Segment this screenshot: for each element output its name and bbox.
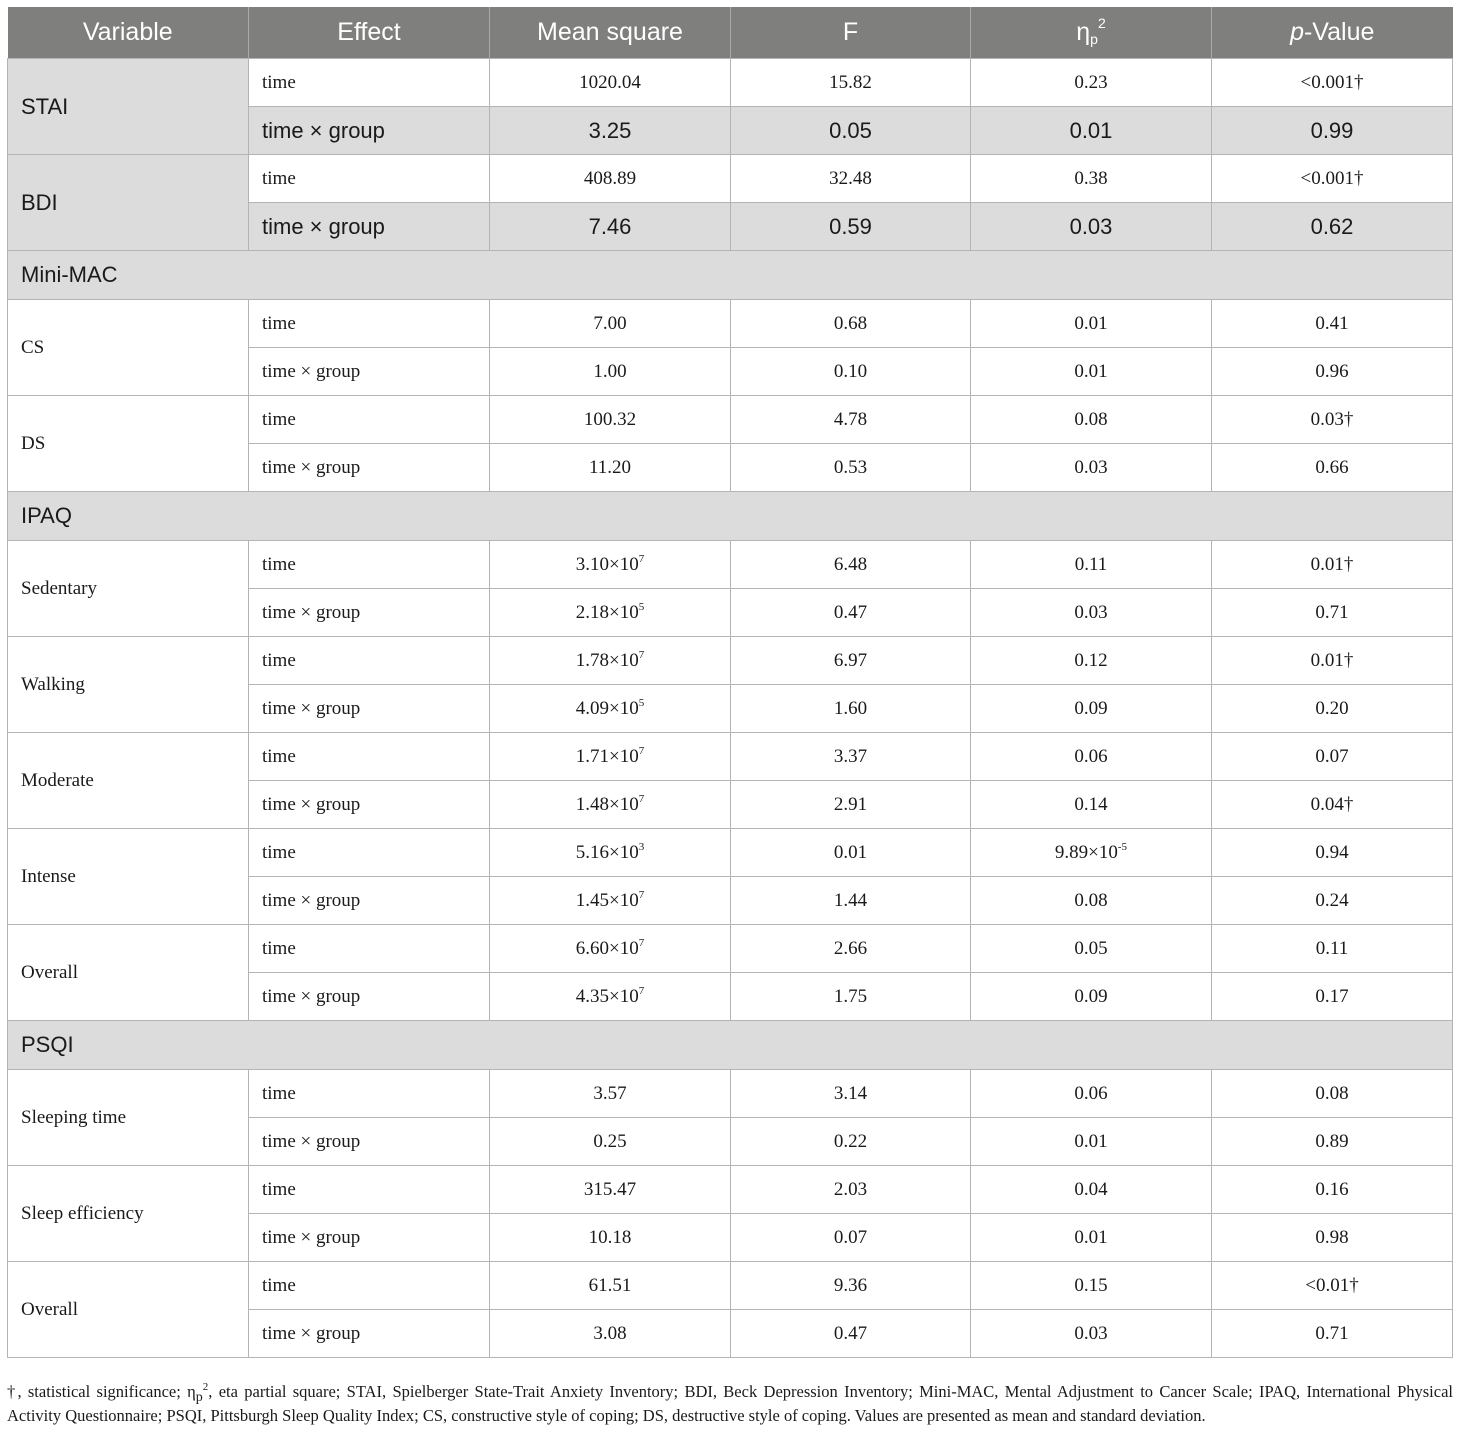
header-variable: Variable (8, 7, 249, 59)
p-value-cell: 0.20 (1212, 685, 1453, 733)
mean-square-cell: $3.10\times 10^7$ (490, 541, 731, 589)
eta-cell: 0.01 (971, 1118, 1212, 1166)
header-mean-square: Mean square (490, 7, 731, 59)
effect-cell: time (249, 59, 490, 107)
mean-square-cell: $5.16\times 10^3$ (490, 829, 731, 877)
p-value-cell: 0.89 (1212, 1118, 1453, 1166)
eta-cell: 0.14 (971, 781, 1212, 829)
eta-cell: 0.08 (971, 396, 1212, 444)
header-eta (971, 7, 1212, 59)
effect-cell: time × group (249, 973, 490, 1021)
section-mini-mac: Mini-MAC (8, 251, 1453, 300)
table-row (8, 300, 1453, 348)
eta-cell: 0.01 (971, 300, 1212, 348)
variable-sleeping-time: Sleeping time (8, 1070, 249, 1166)
eta-subscript: p (1090, 31, 1098, 47)
f-cell: 1.60 (731, 685, 971, 733)
p-value-cell: <0.001† (1212, 155, 1453, 203)
effect-cell: time × group (249, 877, 490, 925)
eta-cell: 0.38 (971, 155, 1212, 203)
header-row (8, 7, 1453, 59)
section-row (8, 492, 1453, 541)
f-cell: 1.44 (731, 877, 971, 925)
eta-cell: 0.06 (971, 733, 1212, 781)
variable-cs: CS (8, 300, 249, 396)
effect-cell: time (249, 1262, 490, 1310)
variable-walking: Walking (8, 637, 249, 733)
anova-results-table (7, 7, 1453, 1358)
eta-cell: 0.01 (971, 348, 1212, 396)
mean-square-cell: 10.18 (490, 1214, 731, 1262)
p-value-cell: 0.11 (1212, 925, 1453, 973)
f-cell: 6.48 (731, 541, 971, 589)
table-row (8, 1262, 1453, 1310)
p-value-cell: 0.24 (1212, 877, 1453, 925)
p-value-cell: 0.98 (1212, 1214, 1453, 1262)
eta-cell: 0.03 (971, 589, 1212, 637)
p-value-cell: 0.96 (1212, 348, 1453, 396)
table-row (8, 1070, 1453, 1118)
f-cell: 15.82 (731, 59, 971, 107)
table-row (8, 637, 1453, 685)
p-value-cell: 0.66 (1212, 444, 1453, 492)
eta-cell: 0.12 (971, 637, 1212, 685)
section-psqi: PSQI (8, 1021, 1453, 1070)
eta-cell: 0.03 (971, 1310, 1212, 1358)
mean-square-cell: 7.46 (490, 203, 731, 251)
f-cell: 32.48 (731, 155, 971, 203)
eta-cell: 0.01 (971, 107, 1212, 155)
table-row (8, 155, 1453, 203)
section-row (8, 1021, 1453, 1070)
mean-square-cell: 408.89 (490, 155, 731, 203)
effect-cell: time (249, 829, 490, 877)
f-cell: 0.10 (731, 348, 971, 396)
header-p-value (1212, 7, 1453, 59)
f-cell: 0.59 (731, 203, 971, 251)
mean-square-cell: 11.20 (490, 444, 731, 492)
f-cell: 2.91 (731, 781, 971, 829)
p-value-cell: 0.71 (1212, 1310, 1453, 1358)
effect-cell: time × group (249, 444, 490, 492)
variable-sedentary: Sedentary (8, 541, 249, 637)
table-row (8, 925, 1453, 973)
effect-cell: time (249, 541, 490, 589)
p-value-cell: 0.99 (1212, 107, 1453, 155)
mean-square-cell: 1.00 (490, 348, 731, 396)
variable-sleep-efficiency: Sleep efficiency (8, 1166, 249, 1262)
f-cell: 0.22 (731, 1118, 971, 1166)
p-value-cell: 0.07 (1212, 733, 1453, 781)
p-value-cell: 0.01† (1212, 637, 1453, 685)
p-value-cell: 0.04† (1212, 781, 1453, 829)
effect-cell: time × group (249, 685, 490, 733)
p-rest: -Value (1303, 18, 1375, 46)
f-cell: 0.05 (731, 107, 971, 155)
p-value-cell: 0.41 (1212, 300, 1453, 348)
variable-ipaq-overall: Overall (8, 925, 249, 1021)
effect-cell: time (249, 1070, 490, 1118)
f-cell: 0.68 (731, 300, 971, 348)
f-cell: 6.97 (731, 637, 971, 685)
variable-intense: Intense (8, 829, 249, 925)
effect-cell: time × group (249, 107, 490, 155)
mean-square-cell: $1.45\times 10^7$ (490, 877, 731, 925)
mean-square-cell: $4.09\times 10^5$ (490, 685, 731, 733)
mean-square-cell: $1.48\times 10^7$ (490, 781, 731, 829)
eta-symbol: η (1076, 18, 1091, 46)
header-f: F (731, 7, 971, 59)
eta-cell: 0.03 (971, 203, 1212, 251)
eta-cell: 0.23 (971, 59, 1212, 107)
f-cell: 0.47 (731, 1310, 971, 1358)
eta-cell: $9.89\times 10^{-5}$ (971, 829, 1212, 877)
effect-cell: time × group (249, 203, 490, 251)
table-row (8, 733, 1453, 781)
f-cell: 0.47 (731, 589, 971, 637)
f-cell: 0.07 (731, 1214, 971, 1262)
table-row (8, 829, 1453, 877)
header-effect: Effect (249, 7, 490, 59)
effect-cell: time × group (249, 589, 490, 637)
mean-square-cell: 315.47 (490, 1166, 731, 1214)
effect-cell: time (249, 396, 490, 444)
table-row (8, 396, 1453, 444)
mean-square-cell: $1.78\times 10^7$ (490, 637, 731, 685)
f-cell: 2.03 (731, 1166, 971, 1214)
mean-square-cell: 100.32 (490, 396, 731, 444)
table-footnote: †, statistical significance; $\eta_p^2$, eta partial square; STAI, Spielberger State-Trait Anxiety Inventory; BDI, Beck Depression Inventory; Mini-MAC, Mental Adjustment to Cancer Scale; IPAQ, International Physical Activity Questionnaire; PSQI, Pittsburgh Sleep Quality Index; CS, constructive style of coping; DS, destructive style of coping. Values are presented as mean and standard deviation. (7, 1381, 1453, 1425)
f-cell: 1.75 (731, 973, 971, 1021)
eta-cell: 0.08 (971, 877, 1212, 925)
eta-cell: 0.09 (971, 685, 1212, 733)
eta-cell: 0.06 (971, 1070, 1212, 1118)
effect-cell: time (249, 155, 490, 203)
effect-cell: time (249, 1166, 490, 1214)
table-row (8, 59, 1453, 107)
effect-cell: time (249, 733, 490, 781)
mean-square-cell: $1.71\times 10^7$ (490, 733, 731, 781)
p-value-cell: 0.01† (1212, 541, 1453, 589)
eta-cell: 0.05 (971, 925, 1212, 973)
effect-cell: time × group (249, 1214, 490, 1262)
effect-cell: time × group (249, 1310, 490, 1358)
eta-cell: 0.01 (971, 1214, 1212, 1262)
eta-cell: 0.11 (971, 541, 1212, 589)
variable-psqi-overall: Overall (8, 1262, 249, 1358)
f-cell: 4.78 (731, 396, 971, 444)
f-cell: 2.66 (731, 925, 971, 973)
mean-square-cell: 3.57 (490, 1070, 731, 1118)
eta-superscript: 2 (1097, 15, 1106, 31)
p-value-cell: 0.08 (1212, 1070, 1453, 1118)
p-value-cell: 0.94 (1212, 829, 1453, 877)
effect-cell: time (249, 637, 490, 685)
p-value-cell: 0.16 (1212, 1166, 1453, 1214)
variable-bdi: BDI (8, 155, 249, 251)
mean-square-cell: $2.18\times 10^5$ (490, 589, 731, 637)
p-italic: p (1290, 18, 1304, 46)
effect-cell: time (249, 300, 490, 348)
f-cell: 3.14 (731, 1070, 971, 1118)
table-row (8, 541, 1453, 589)
mean-square-cell: 3.25 (490, 107, 731, 155)
variable-moderate: Moderate (8, 733, 249, 829)
mean-square-cell: $6.60\times 10^7$ (490, 925, 731, 973)
section-row (8, 251, 1453, 300)
p-value-cell: 0.71 (1212, 589, 1453, 637)
eta-cell: 0.09 (971, 973, 1212, 1021)
p-value-cell: 0.17 (1212, 973, 1453, 1021)
variable-ds: DS (8, 396, 249, 492)
mean-square-cell: 7.00 (490, 300, 731, 348)
effect-cell: time × group (249, 1118, 490, 1166)
table-row (8, 1166, 1453, 1214)
mean-square-cell: 61.51 (490, 1262, 731, 1310)
effect-cell: time × group (249, 781, 490, 829)
mean-square-cell: 3.08 (490, 1310, 731, 1358)
effect-cell: time (249, 925, 490, 973)
p-value-cell: 0.03† (1212, 396, 1453, 444)
section-ipaq: IPAQ (8, 492, 1453, 541)
f-cell: 3.37 (731, 733, 971, 781)
eta-cell: 0.04 (971, 1166, 1212, 1214)
eta-cell: 0.15 (971, 1262, 1212, 1310)
p-value-cell: <0.01† (1212, 1262, 1453, 1310)
variable-stai: STAI (8, 59, 249, 155)
f-cell: 0.01 (731, 829, 971, 877)
p-value-cell: 0.62 (1212, 203, 1453, 251)
mean-square-cell: 1020.04 (490, 59, 731, 107)
p-value-cell: <0.001† (1212, 59, 1453, 107)
mean-square-cell: $4.35\times 10^7$ (490, 973, 731, 1021)
eta-cell: 0.03 (971, 444, 1212, 492)
f-cell: 0.53 (731, 444, 971, 492)
effect-cell: time × group (249, 348, 490, 396)
mean-square-cell: 0.25 (490, 1118, 731, 1166)
f-cell: 9.36 (731, 1262, 971, 1310)
